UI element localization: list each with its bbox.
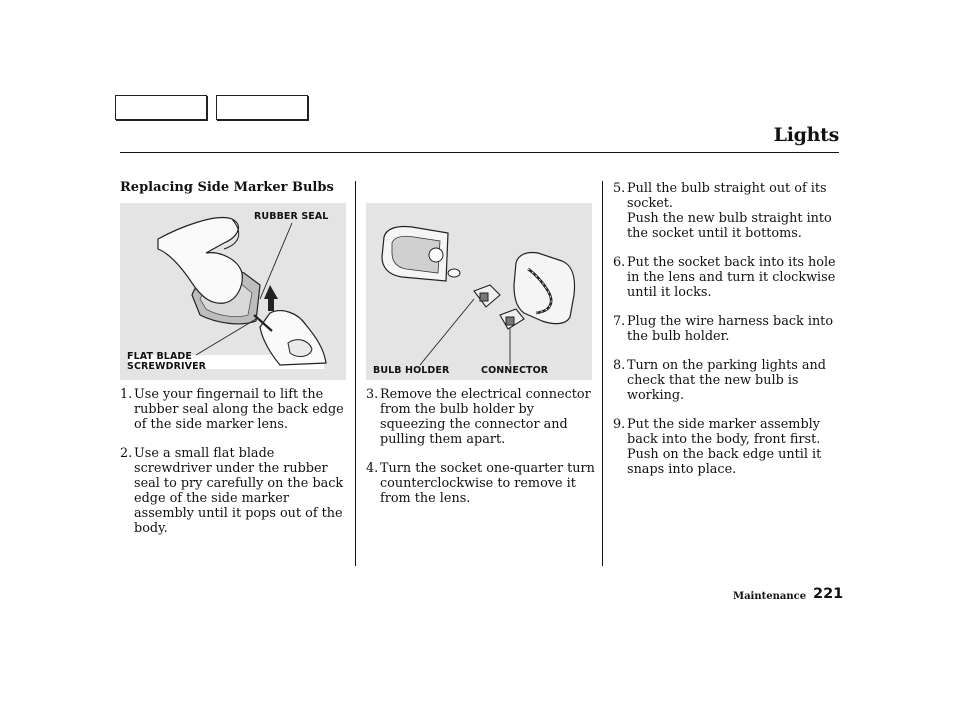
step-9 (613, 417, 839, 477)
steps-column-2 (366, 387, 598, 520)
step-number: 4. (366, 461, 379, 476)
label-connector: CONNECTOR (481, 365, 549, 376)
step-text: Turn the socket one-quarter turn counterclockwise to remove it from the lens. (380, 461, 595, 506)
step-text: Remove the electrical connector from the bulb holder by squeezing the connector and pulling them apart. (380, 387, 591, 447)
column-divider-2 (602, 181, 603, 566)
label-rubber-seal: RUBBER SEAL (254, 211, 329, 222)
steps-column-1 (120, 387, 352, 550)
step-text: Pull the bulb straight out of its socket. (627, 181, 827, 211)
step-text: Use your fingernail to lift the rubber seal along the back edge of the side marker lens. (134, 387, 344, 432)
step-number: 8. (613, 358, 626, 373)
step-number: 1. (120, 387, 133, 402)
step-number: 7. (613, 314, 626, 329)
nav-button-1[interactable] (115, 95, 207, 120)
step-text: Use a small flat blade screwdriver under the rubber seal to pry carefully on the back edge of the side marker assembly until it pops out of the body. (134, 446, 344, 536)
step-1 (120, 387, 352, 432)
step-5 (613, 181, 839, 241)
figure-remove-seal (120, 203, 346, 380)
figure-bulb-holder (366, 203, 592, 380)
column-divider-1 (355, 181, 356, 566)
section-heading: Replacing Side Marker Bulbs (120, 180, 334, 195)
step-text: Put the socket back into its hole in the lens and turn it clockwise until it locks. (627, 255, 836, 300)
step-7 (613, 314, 839, 344)
page-number: 221 (813, 586, 844, 602)
header-rule (120, 152, 839, 153)
step-6 (613, 255, 839, 300)
step-text: Put the side marker assembly back into the body, front first. Push on the back edge until it snaps into place. (627, 417, 822, 477)
footer-section-name: Maintenance (733, 591, 807, 602)
steps-column-3 (613, 181, 839, 491)
step-2 (120, 446, 352, 536)
step-number: 9. (613, 417, 626, 432)
page-title: Lights (773, 124, 839, 146)
bulb-holder-illustration (366, 203, 592, 380)
step-3 (366, 387, 598, 447)
step-text-continued: Push the new bulb straight into the socket until it bottoms. (627, 211, 832, 241)
step-text: Plug the wire harness back into the bulb holder. (627, 314, 834, 344)
step-number: 6. (613, 255, 626, 270)
nav-button-2[interactable] (216, 95, 308, 120)
step-text: Turn on the parking lights and check that the new bulb is working. (627, 358, 826, 403)
label-flat-blade: FLAT BLADE (127, 351, 192, 362)
step-number: 2. (120, 446, 133, 461)
step-4 (366, 461, 598, 506)
label-bulb-holder: BULB HOLDER (373, 365, 450, 376)
label-screwdriver: SCREWDRIVER (127, 361, 207, 372)
step-number: 5. (613, 181, 626, 196)
step-8 (613, 358, 839, 403)
step-number: 3. (366, 387, 379, 402)
